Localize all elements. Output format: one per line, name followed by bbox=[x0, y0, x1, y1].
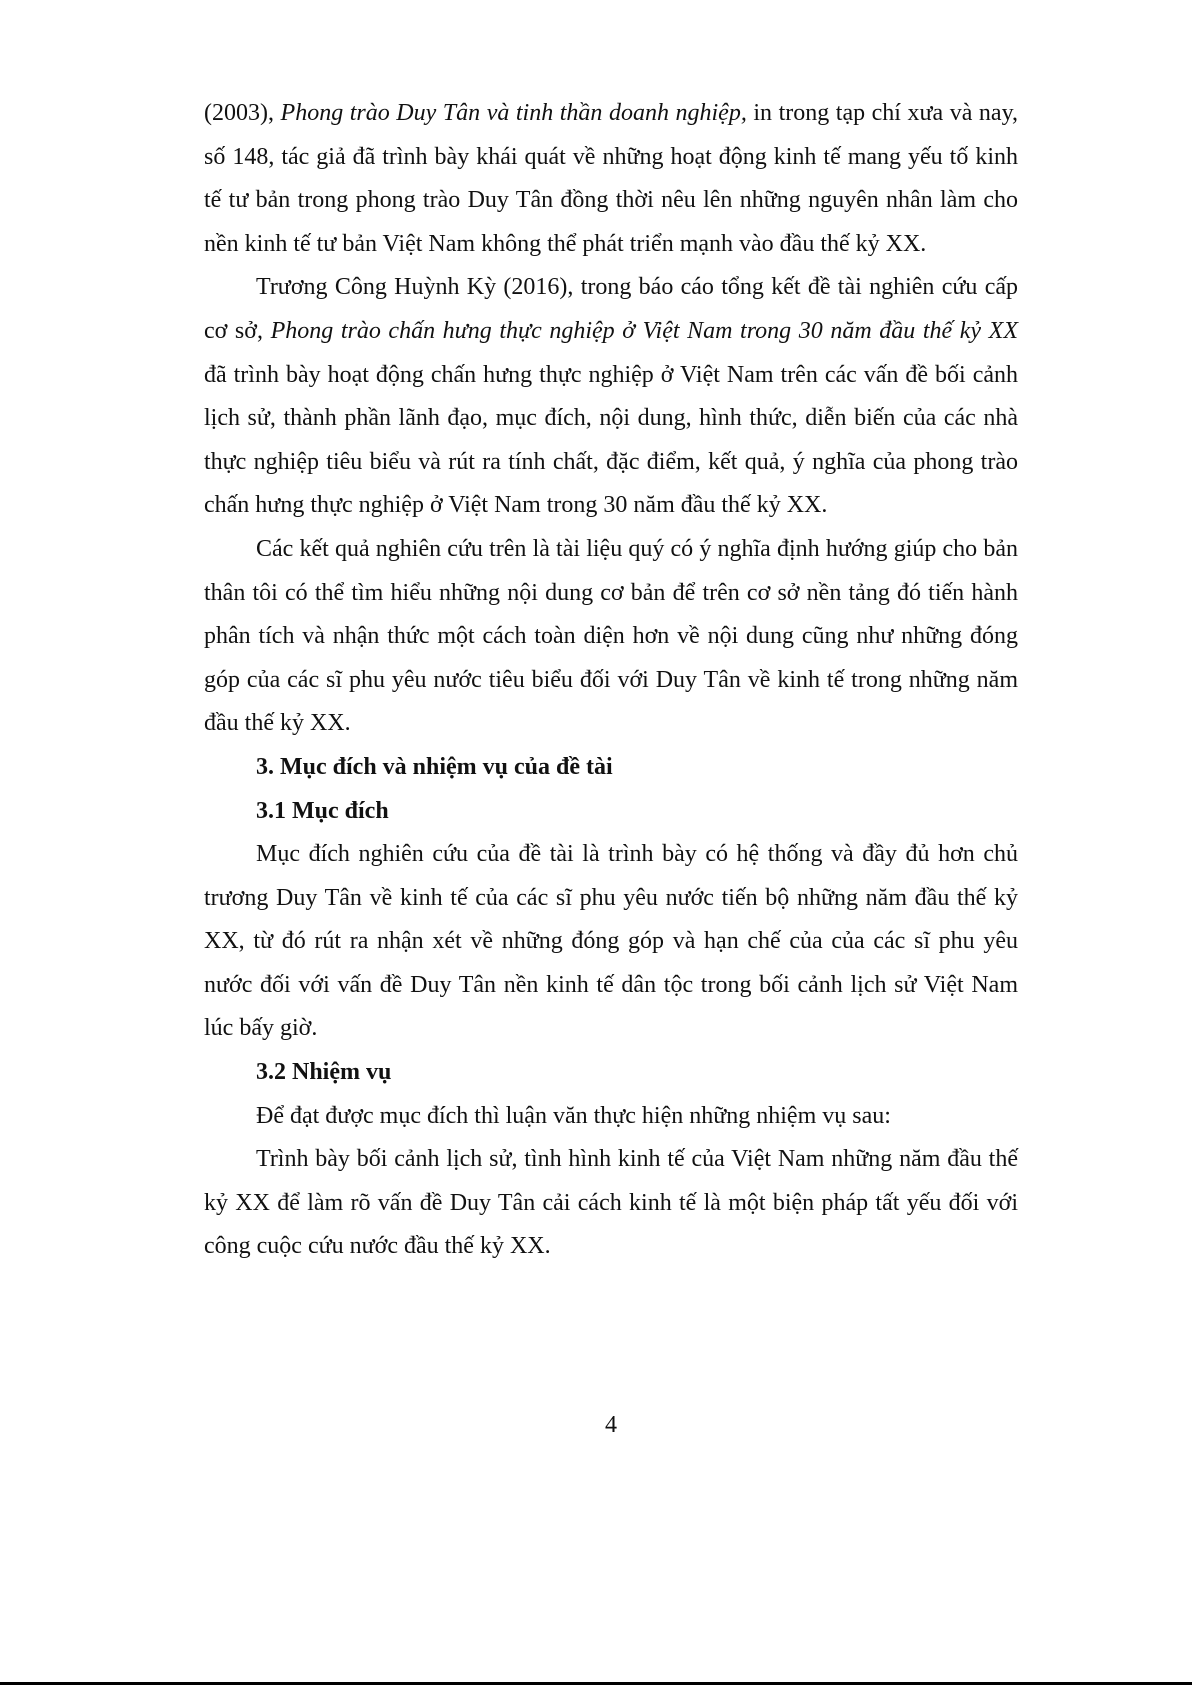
subsection-heading-purpose: 3.1 Mục đích bbox=[256, 797, 389, 824]
section-heading-purpose-and-tasks: 3. Mục đích và nhiệm vụ của đề tài bbox=[256, 753, 613, 780]
paragraph-purpose: Mục đích nghiên cứu của đề tài là trình bày có hệ thống và đầy đủ hơn chủ trương Duy Tân về kinh tế của các sĩ phu yêu nước tiến bộ những năm đầu thế kỷ XX, từ đó rút ra nhận xét về những đóng góp và hạn chế của của các sĩ phu yêu nước đối với vấn đề Duy Tân nền kinh tế dân tộc trong bối cảnh lịch sử Việt Nam lúc bấy giờ. bbox=[204, 841, 1018, 1042]
document-body bbox=[204, 92, 1018, 1269]
paragraph-text: in trong tạp chí xưa và nay, số 148, tác giả đã trình bày khái quát về những hoạt động kinh tế mang yếu tố kinh tế tư bản trong phong trào Duy Tân đồng thời nêu lên những nguyên nhân làm cho nền kinh tế tư bản Việt Nam không thể phát triển mạnh vào đầu thế kỷ XX. bbox=[204, 100, 1019, 257]
subsection-heading-tasks: 3.2 Nhiệm vụ bbox=[256, 1059, 392, 1086]
paragraph-text: Trương Công Huỳnh Kỳ (2016), trong báo cáo tổng kết đề tài nghiên cứu cấp cơ sở, bbox=[204, 274, 1018, 344]
paragraph-task-1: Trình bày bối cảnh lịch sử, tình hình kinh tế của Việt Nam những năm đầu thế kỷ XX để làm rõ vấn đề Duy Tân cải cách kinh tế là một biện pháp tất yếu đối với công cuộc cứu nước đầu thế kỷ XX. bbox=[204, 1146, 1018, 1260]
paragraph-research-summary: Các kết quả nghiên cứu trên là tài liệu quý có ý nghĩa định hướng giúp cho bản thân tôi có thể tìm hiểu những nội dung cơ bản để trên cơ sở nền tảng đó tiến hành phân tích và nhận thức một cách toàn diện hơn về nội dung cũng như những đóng góp của các sĩ phu yêu nước tiêu biểu đối với Duy Tân về kinh tế trong những năm đầu thế kỷ XX. bbox=[204, 535, 1018, 737]
paragraph-tasks-intro: Để đạt được mục đích thì luận văn thực hiện những nhiệm vụ sau: bbox=[256, 1102, 891, 1129]
paragraph-text: đã trình bày hoạt động chấn hưng thực nghiệp ở Việt Nam trên các vấn đề bối cảnh lịch sử, thành phần lãnh đạo, mục đích, nội dung, hình thức, diễn biến của các nhà thực nghiệp tiêu biểu và rút ra tính chất, đặc điểm, kết quả, ý nghĩa của phong trào chấn hưng thực nghiệp ở Việt Nam trong 30 năm đầu thế kỷ XX. bbox=[204, 361, 1018, 519]
citation-year: (2003), bbox=[204, 100, 281, 126]
work-title: Phong trào chấn hưng thực nghiệp ở Việt Nam trong 30 năm đầu thế kỷ XX bbox=[270, 317, 1018, 344]
work-title: Phong trào Duy Tân và tinh thần doanh nghiệp, bbox=[280, 100, 747, 126]
paragraph-previous-work-2003 bbox=[204, 92, 1018, 266]
paragraph-previous-work-2016 bbox=[204, 266, 1018, 528]
page-number: 4 bbox=[605, 1412, 617, 1438]
